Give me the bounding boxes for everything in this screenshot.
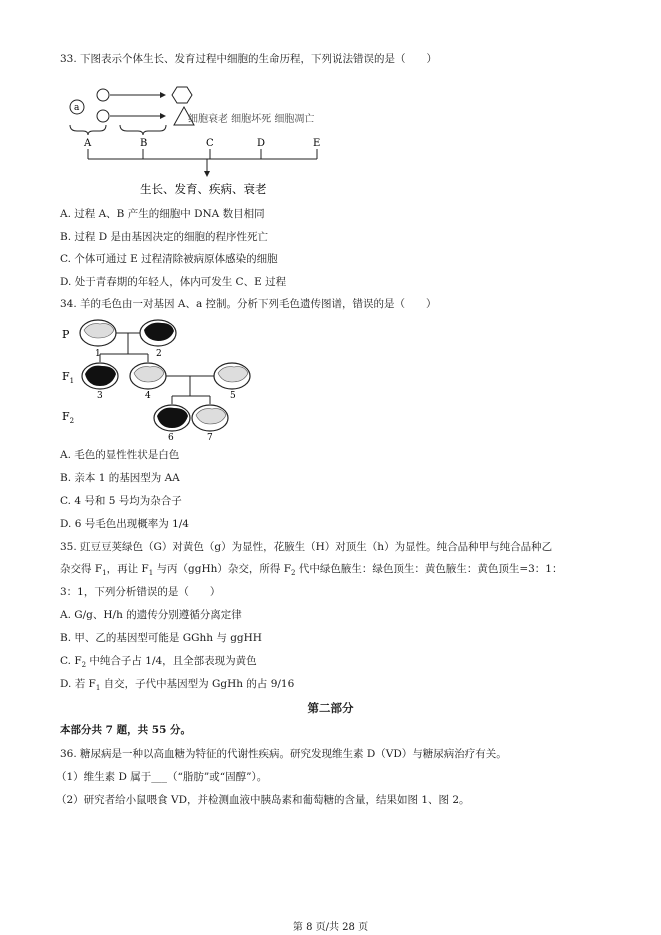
stage-label-C: C <box>206 138 214 149</box>
gen-label-p: P <box>62 328 70 341</box>
cell-circle-2 <box>97 110 109 122</box>
stage-label-E: E <box>313 138 321 149</box>
q34-option-a: A. 毛色的显性性状是白色 <box>60 449 180 461</box>
bottom-text: 生长、发育、疾病、衰老 <box>140 182 267 196</box>
death-labels: 细胞衰老 细胞坏死 细胞凋亡 <box>188 114 315 125</box>
sheep-id-5: 5 <box>230 391 236 401</box>
q34-stem: 34. 羊的毛色由一对基因 A、a 控制。分析下列毛色遗传图谱，错误的是（ ） <box>60 298 437 310</box>
q35-option-a: A. G/g、H/h 的遗传分别遵循分离定律 <box>60 609 242 621</box>
q35-option-b: B. 甲、乙的基因型可能是 GGhh 与 ggHH <box>60 632 262 644</box>
q36-stem: 36. 糖尿病是一种以高血糖为特征的代谢性疾病。研究发现维生素 D（VD）与糖尿病治疗有关。 <box>60 748 507 760</box>
hexagon-cell <box>172 87 192 103</box>
q35-option-c: C. $F_2$ 中纯合子占 1/4，且全部表现为黄色 <box>60 655 257 670</box>
stage-label-A: A <box>84 138 92 149</box>
gen-label-f2: $F_2$ <box>62 410 75 425</box>
stage-label-D: D <box>257 138 266 149</box>
part2-intro: 本部分共 7 题，共 55 分。 <box>60 724 192 736</box>
q35-stem-line1: 35. 豇豆豆荚绿色（G）对黄色（g）为显性，花腋生（H）对顶生（h）为显性。纯合品种甲与纯合品种乙 <box>60 541 553 553</box>
q33-option-c: C. 个体可通过 E 过程清除被病原体感染的细胞 <box>60 253 278 265</box>
sheep-id-6: 6 <box>168 433 174 441</box>
q33-stem: 33. 下图表示个体生长、发育过程中细胞的生命历程，下列说法错误的是（ ） <box>60 53 438 65</box>
q34-option-c: C. 4 号和 5 号均为杂合子 <box>60 495 182 507</box>
gen-label-f1: $F_1$ <box>62 370 75 385</box>
page-footer: 第 8 页/共 28 页 <box>292 922 369 933</box>
part2-title: 第二部分 <box>307 701 354 715</box>
cell-circle-1 <box>97 89 109 101</box>
sheep-id-3: 3 <box>97 391 103 401</box>
sheep-id-4: 4 <box>145 391 151 401</box>
sheep-id-2: 2 <box>156 349 162 359</box>
q33-option-b: B. 过程 D 是由基因决定的细胞的程序性死亡 <box>60 231 268 243</box>
q33-diagram <box>0 85 661 205</box>
stage-label-B: B <box>140 138 148 149</box>
q34-option-d: D. 6 号毛色出现概率为 1/4 <box>60 518 189 530</box>
q36-sub1: （1）维生素 D 属于___（“脂肪”或“固醇”）。 <box>56 771 268 783</box>
q34-pedigree <box>0 316 661 441</box>
sheep-id-7: 7 <box>207 433 213 441</box>
sheep-id-1: 1 <box>95 349 101 359</box>
q35-stem-line2: 杂交得 $F_1$，再让 $F_1$ 与丙（ggHh）杂交，所得 $F_2$ 代中绿色腋生：绿色顶生：黄色腋生：黄色顶生=3：1： <box>60 563 563 578</box>
q33-option-d: D. 处于青春期的年轻人，体内可发生 C、E 过程 <box>60 276 287 288</box>
q34-option-b: B. 亲本 1 的基因型为 AA <box>60 472 180 484</box>
cell-a-label: a <box>74 103 80 113</box>
q35-stem-line3: 3：1，下列分析错误的是（ ） <box>60 586 221 598</box>
q33-option-a: A. 过程 A、B 产生的细胞中 DNA 数目相同 <box>60 208 265 220</box>
q35-option-d: D. 若 $F_1$ 自交，子代中基因型为 GgHh 的占 9/16 <box>60 678 295 693</box>
q36-sub2: （2）研究者给小鼠喂食 VD，并检测血液中胰岛素和葡萄糖的含量，结果如图 1、图 2。 <box>56 794 470 806</box>
